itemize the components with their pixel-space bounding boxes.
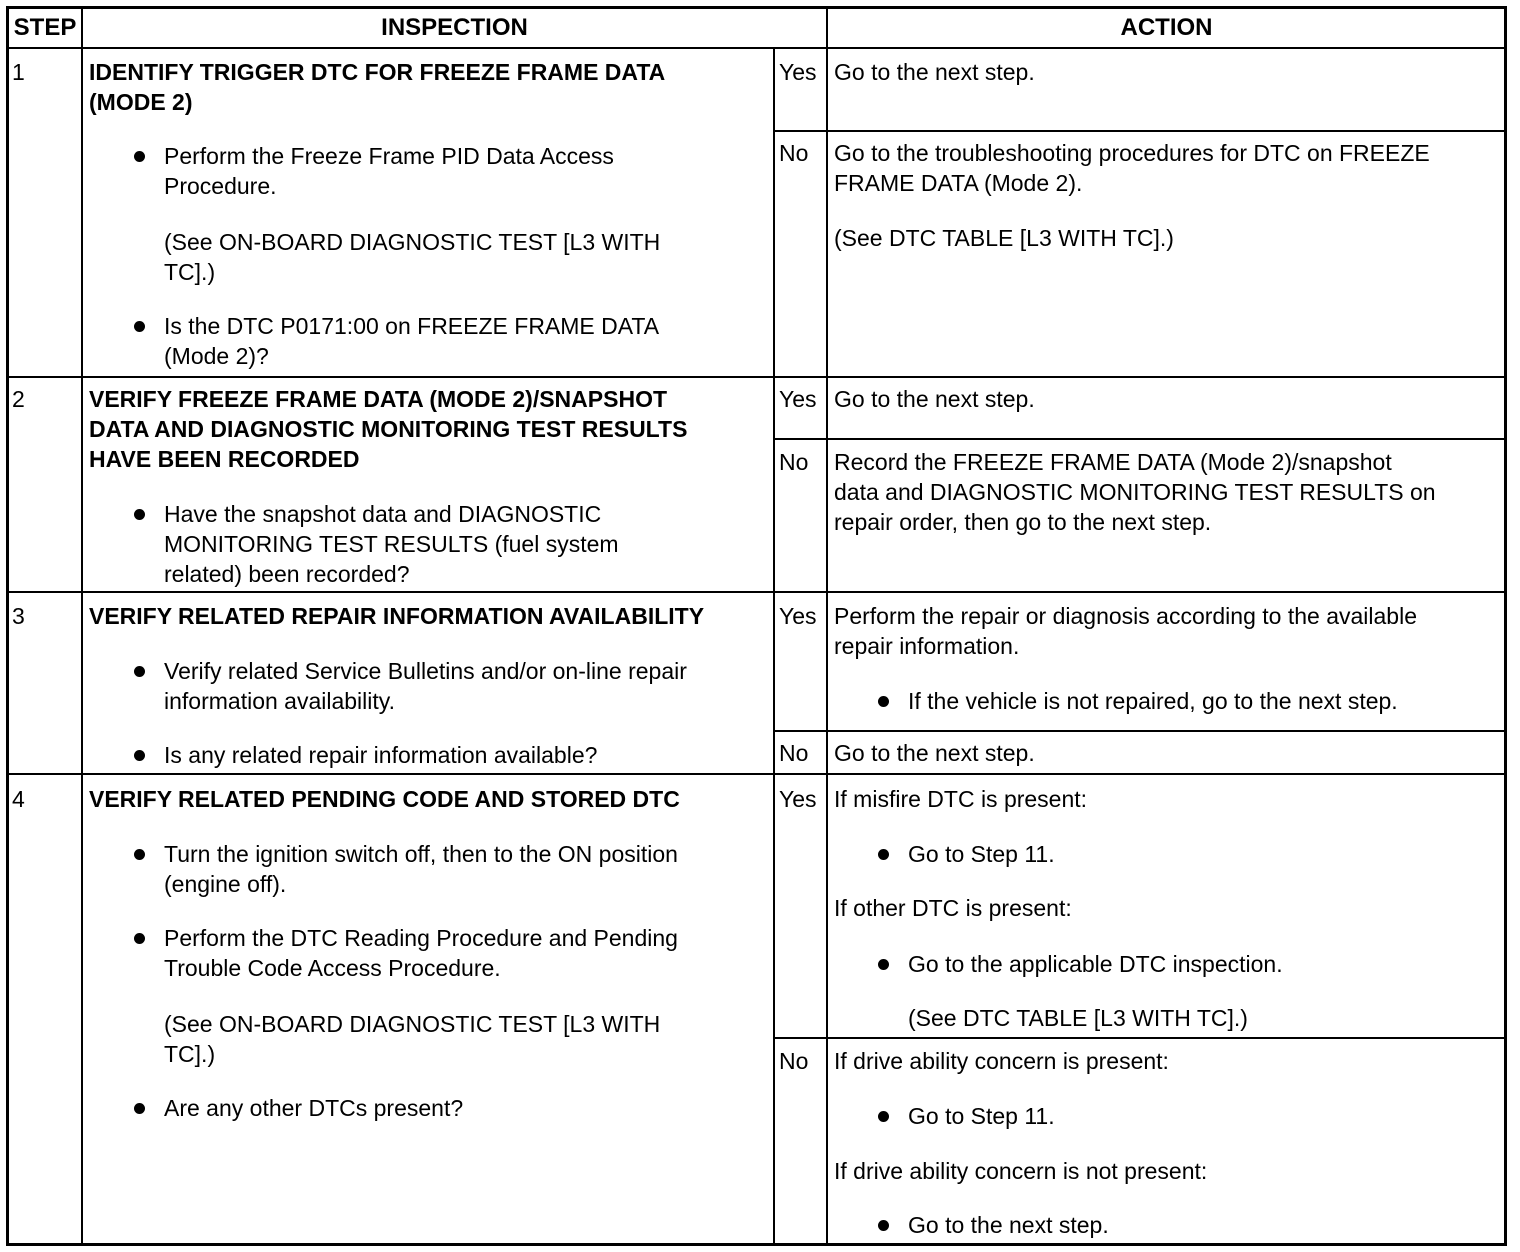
step-title: IDENTIFY TRIGGER DTC FOR FREEZE FRAME DATA: [89, 59, 666, 85]
no-action-text: data and DIAGNOSTIC MONITORING TEST RESULTS on: [834, 479, 1436, 505]
header-action: ACTION: [1120, 14, 1213, 41]
yes-action-text: repair information.: [834, 633, 1020, 659]
step-title: HAVE BEEN RECORDED: [89, 446, 360, 472]
no-label: No: [779, 1048, 809, 1074]
step-title: VERIFY FREEZE FRAME DATA (MODE 2)/SNAPSHOT: [89, 386, 668, 412]
no-label: No: [779, 449, 809, 475]
inspection-bullet-text: Is any related repair information available?: [164, 742, 598, 768]
yes-label: Yes: [779, 386, 817, 412]
bullet-icon: [134, 750, 145, 761]
no-label: No: [779, 740, 809, 766]
bullet-icon: [134, 666, 145, 677]
no-action-text: If drive ability concern is present:: [834, 1048, 1169, 1074]
step-number: 3: [12, 603, 25, 629]
inspection-bullet-text: Procedure.: [164, 173, 277, 199]
reference-note: (See ON-BOARD DIAGNOSTIC TEST [L3 WITH: [164, 1011, 661, 1037]
no-action-text: Go to the next step.: [908, 1212, 1109, 1238]
inspection-bullet-text: Verify related Service Bulletins and/or on-line repair: [164, 658, 687, 684]
no-action-text: Record the FREEZE FRAME DATA (Mode 2)/snapshot: [834, 449, 1392, 475]
yes-action-text: If misfire DTC is present:: [834, 786, 1088, 812]
step-title: DATA AND DIAGNOSTIC MONITORING TEST RESULTS: [89, 416, 688, 442]
yes-action-text: Go to the next step.: [834, 59, 1035, 85]
yes-no-divider: [773, 1037, 1507, 1039]
no-action-text: If drive ability concern is not present:: [834, 1158, 1208, 1184]
no-action-text: (See DTC TABLE [L3 WITH TC].): [834, 225, 1174, 251]
bullet-icon: [134, 1103, 145, 1114]
bullet-icon: [134, 849, 145, 860]
bullet-icon: [878, 959, 889, 970]
inspection-bullet-text: information availability.: [164, 688, 395, 714]
row-divider: [6, 773, 1507, 775]
bullet-icon: [878, 849, 889, 860]
header-step: STEP: [13, 14, 77, 41]
step-number: 1: [12, 59, 25, 85]
step-title: VERIFY RELATED REPAIR INFORMATION AVAILABILITY: [89, 603, 705, 629]
bullet-icon: [134, 509, 145, 520]
bullet-icon: [878, 696, 889, 707]
no-action-text: Go to Step 11.: [908, 1103, 1055, 1129]
column-divider: [81, 6, 83, 1246]
row-divider: [6, 47, 1507, 49]
step-title: (MODE 2): [89, 89, 193, 115]
no-action-text: FRAME DATA (Mode 2).: [834, 170, 1083, 196]
inspection-bullet-text: Is the DTC P0171:00 on FREEZE FRAME DATA: [164, 313, 660, 339]
bullet-icon: [878, 1111, 889, 1122]
yes-no-divider: [773, 438, 1507, 440]
bullet-icon: [878, 1220, 889, 1231]
yes-action-text: Go to the applicable DTC inspection.: [908, 951, 1283, 977]
reference-note: TC].): [164, 259, 216, 285]
inspection-bullet-text: (Mode 2)?: [164, 343, 269, 369]
no-action-text: Go to the troubleshooting procedures for DTC on FREEZE: [834, 140, 1430, 166]
yes-no-divider: [773, 730, 1507, 732]
reference-note: TC].): [164, 1041, 216, 1067]
no-label: No: [779, 140, 809, 166]
inspection-bullet-text: (engine off).: [164, 871, 287, 897]
bullet-icon: [134, 151, 145, 162]
step-number: 2: [12, 386, 25, 412]
inspection-bullet-text: Perform the DTC Reading Procedure and Pending: [164, 925, 678, 951]
inspection-bullet-text: Trouble Code Access Procedure.: [164, 955, 501, 981]
yes-label: Yes: [779, 59, 817, 85]
yes-action-text: Go to the next step.: [834, 386, 1035, 412]
inspection-bullet-text: Perform the Freeze Frame PID Data Access: [164, 143, 614, 169]
bullet-icon: [134, 321, 145, 332]
yes-action-text: If the vehicle is not repaired, go to the next step.: [908, 688, 1398, 714]
step-number: 4: [12, 786, 25, 812]
header-inspection: INSPECTION: [381, 14, 528, 41]
row-divider: [6, 591, 1507, 593]
reference-note: (See DTC TABLE [L3 WITH TC].): [908, 1005, 1248, 1031]
yes-action-text: Perform the repair or diagnosis according to the available: [834, 603, 1417, 629]
inspection-bullet-text: related) been recorded?: [164, 561, 410, 587]
inspection-bullet-text: MONITORING TEST RESULTS (fuel system: [164, 531, 619, 557]
inspection-bullet-text: Have the snapshot data and DIAGNOSTIC: [164, 501, 602, 527]
inspection-bullet-text: Turn the ignition switch off, then to the ON position: [164, 841, 678, 867]
column-divider: [826, 6, 828, 1246]
column-divider: [773, 47, 775, 1246]
yes-label: Yes: [779, 603, 817, 629]
step-title: VERIFY RELATED PENDING CODE AND STORED DTC: [89, 786, 680, 812]
row-divider: [6, 376, 1507, 378]
yes-no-divider: [773, 130, 1507, 132]
yes-action-text: If other DTC is present:: [834, 895, 1072, 921]
reference-note: (See ON-BOARD DIAGNOSTIC TEST [L3 WITH: [164, 229, 661, 255]
yes-action-text: Go to Step 11.: [908, 841, 1055, 867]
no-action-text: repair order, then go to the next step.: [834, 509, 1212, 535]
inspection-bullet-text: Are any other DTCs present?: [164, 1095, 464, 1121]
bullet-icon: [134, 933, 145, 944]
no-action-text: Go to the next step.: [834, 740, 1035, 766]
yes-label: Yes: [779, 786, 817, 812]
